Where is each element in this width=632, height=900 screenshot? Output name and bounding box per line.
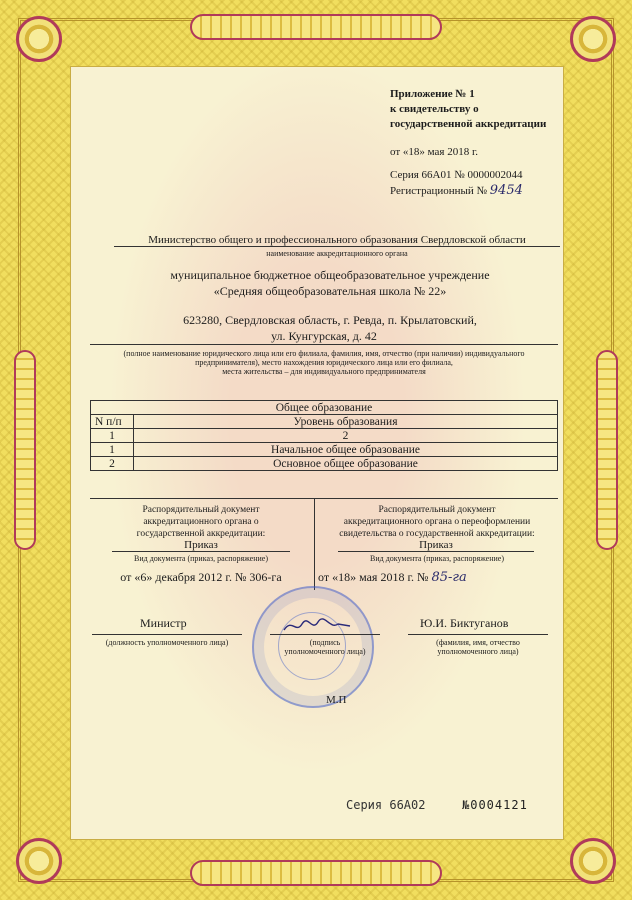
ornament-top [190, 14, 442, 40]
signature-caption-line2: уполномоченного лица) [284, 647, 366, 656]
appendix-title-line2: к свидетельству о [390, 103, 479, 115]
position-caption: (должность уполномоченного лица) [105, 638, 229, 647]
registration-label: Регистрационный № [390, 185, 488, 197]
numbering-num: 1 [91, 429, 134, 443]
appendix-date: от «18» мая 2018 г. [390, 146, 479, 158]
form-series: Серия 66А02 [346, 798, 426, 812]
corner-rosette [570, 16, 616, 62]
doc-right-number-handwritten: 85-га [431, 570, 467, 585]
doc-left-line3: государственной аккредитации: [136, 529, 266, 539]
signature-line [270, 634, 380, 635]
doc-right-line3: свидетельства о государственной аккредитации: [339, 529, 535, 539]
col-level-header: Уровень образования [134, 415, 558, 429]
certificate-series: Серия 66А01 № 0000002044 [390, 169, 523, 181]
doc-right-type: Приказ [338, 539, 534, 552]
doc-left-line2: аккредитационного органа о [143, 517, 259, 527]
form-number: №0004121 [462, 798, 528, 812]
corner-rosette [570, 838, 616, 884]
organ-caption: наименование аккредитационного органа [266, 249, 408, 258]
table-numbering-row [91, 429, 558, 443]
numbering-level: 2 [134, 429, 558, 443]
doc-right-date [318, 570, 467, 585]
name-line [408, 634, 548, 635]
row-num: 2 [91, 457, 134, 471]
doc-right-line2: аккредитационного органа о переоформлении [343, 517, 531, 527]
ornament-left [14, 350, 36, 550]
doc-left-date: от «6» декабря 2012 г. № 306-га [120, 570, 282, 584]
doc-left-line1: Распорядительный документ [142, 505, 260, 515]
position-line [92, 634, 242, 635]
institution-address-line2: ул. Кунгурская, д. 42 [90, 329, 558, 345]
name-caption-line1: (фамилия, имя, отчество [436, 638, 520, 647]
section-title: Общее образование [91, 401, 558, 415]
organ-name: Министерство общего и профессионального образования Свердловской области [114, 234, 560, 247]
corner-rosette [16, 838, 62, 884]
doc-right-type-caption: Вид документа (приказ, распоряжение) [370, 554, 504, 563]
appendix-title: Приложение № 1 [390, 88, 475, 100]
signatory-name: Ю.И. Биктуганов [420, 616, 509, 630]
table-row [91, 443, 558, 457]
doc-left-type-caption: Вид документа (приказ, распоряжение) [134, 554, 268, 563]
doc-right-date-text: от «18» мая 2018 г. № [318, 570, 429, 584]
institution-name-line1: муниципальное бюджетное общеобразовательное учреждение [170, 268, 490, 282]
row-num: 1 [91, 443, 134, 457]
appendix-title-line3: государственной аккредитации [390, 118, 547, 130]
handwritten-signature [282, 616, 352, 636]
col-num-header: N п/п [91, 415, 134, 429]
institution-name-line2: «Средняя общеобразовательная школа № 22» [213, 284, 447, 298]
signature-caption-line1: (подпись [309, 638, 341, 647]
table-row [91, 457, 558, 471]
name-caption-line2: уполномоченного лица) [437, 647, 519, 656]
table-header-row [91, 415, 558, 429]
registration-number-handwritten: 9454 [489, 183, 523, 198]
education-levels-table [90, 400, 558, 471]
ornament-right [596, 350, 618, 550]
table-section-row [91, 401, 558, 415]
ornament-bottom [190, 860, 442, 886]
row-level: Основное общее образование [134, 457, 558, 471]
institution-caption-line2: предпринимателя), место нахождения юридического лица или его филиала, [195, 358, 453, 367]
institution-caption-line1: (полное наименование юридического лица или его филиала, фамилия, имя, отчество (при наличии) индивидуального [123, 349, 525, 358]
doc-left-type: Приказ [112, 539, 290, 552]
registration-number [390, 183, 523, 198]
doc-right-line1: Распорядительный документ [378, 505, 496, 515]
signatory-position: Министр [140, 616, 187, 630]
stamp-place-label: М.П [326, 694, 347, 706]
institution-address-line1: 623280, Свердловская область, г. Ревда, п. Крылатовский, [183, 313, 477, 327]
documents-divider [314, 498, 315, 590]
corner-rosette [16, 16, 62, 62]
row-level: Начальное общее образование [134, 443, 558, 457]
institution-caption-line3: места жительства – для индивидуального предпринимателя [222, 367, 426, 376]
